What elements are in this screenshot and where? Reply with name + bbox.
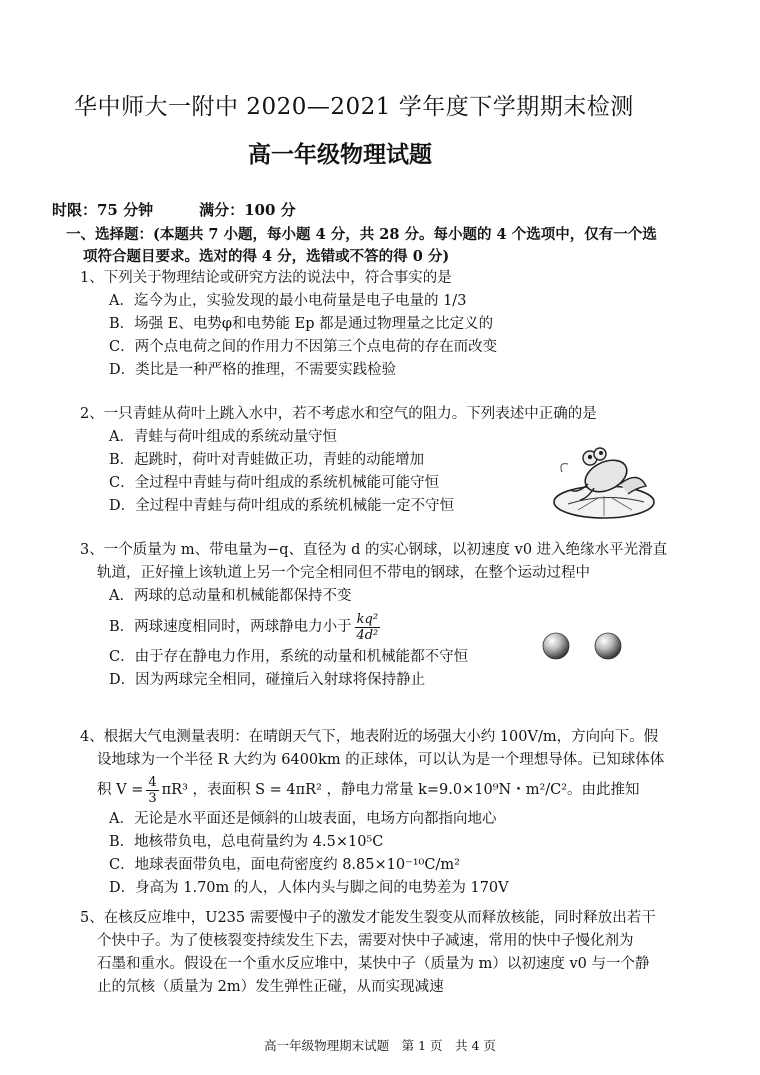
question-3-option-c: C．由于存在静电力作用，系统的动量和机械能都不守恒 [109, 649, 469, 665]
question-3-option-d: D．因为两球完全相同，碰撞后入射球将保持静止 [109, 672, 426, 688]
full-score: 满分：100 分 [199, 201, 296, 219]
question-2-option-d: D．全过程中青蛙与荷叶组成的系统机械能一定不守恒 [109, 498, 455, 514]
question-1-option-c: C．两个点电荷之间的作用力不因第三个点电荷的存在而改变 [109, 339, 498, 355]
fraction-numerator: kq² [356, 611, 379, 627]
question-5-stem-cont-2: 石墨和重水。假设在一个重水反应堆中，某快中子（质量为 m）以初速度 v0 与一个静 [97, 956, 650, 972]
steel-ball-right [595, 633, 621, 659]
question-4-stem: 4、根据大气电测量表明：在晴朗天气下，地表附近的场强大小约 100V/m，方向向下。假 [80, 729, 659, 745]
volume-formula-suffix: πR³ ，表面积 S = 4πR² ，静电力常量 k=9.0×10⁹N・m²/C²。由此推知 [161, 782, 640, 798]
two-steel-balls-illustration [536, 626, 636, 666]
question-1-option-a: A．迄今为止，实验发现的最小电荷量是电子电量的 1/3 [109, 293, 467, 309]
fraction-denominator: 4d² [356, 627, 379, 643]
question-3-stem: 3、一个质量为 m、带电量为−q、直径为 d 的实心钢球，以初速度 v0 进入绝缘水平光滑直 [80, 542, 668, 558]
question-4-option-d: D．身高为 1.70m 的人，人体内头与脚之间的电势差为 170V [109, 880, 509, 896]
time-limit: 时限：75 分钟 [52, 201, 154, 219]
steel-ball-left [543, 633, 569, 659]
question-5-stem: 5、在核反应堆中，U235 需要慢中子的激发才能发生裂变从而释放核能，同时释放出若干 [80, 910, 656, 926]
question-5-stem-cont-1: 个快中子。为了使核裂变持续发生下去，需要对快中子减速，常用的快中子慢化剂为 [97, 933, 634, 949]
question-4-formula-line [80, 772, 692, 808]
volume-fraction [146, 775, 158, 806]
question-2-stem: 2、一只青蛙从荷叶上跳入水中，若不考虑水和空气的阻力。下列表述中正确的是 [80, 406, 597, 422]
question-3 [80, 539, 692, 692]
exam-subtitle: 高一年级物理试题 [248, 141, 432, 168]
question-4-stem-cont: 设地球为一个半径 R 大约为 6400km 的正球体，可以认为是一个理想导体。已知球体体 [97, 752, 665, 768]
question-1-option-d: D．类比是一种严格的推理，不需要实践检验 [109, 362, 397, 378]
question-1-option-b: B．场强 E、电势φ和电势能 Ep 都是通过物理量之比定义的 [109, 316, 494, 332]
question-2-option-c: C．全过程中青蛙与荷叶组成的系统机械能可能守恒 [109, 475, 440, 491]
exam-title: 华中师大一附中 2020—2021 学年度下学期期末检测 [74, 94, 634, 120]
question-3-stem-cont: 轨道，正好撞上该轨道上另一个完全相同但不带电的钢球，在整个运动过程中 [97, 565, 590, 581]
question-2-option-b: B．起跳时，荷叶对青蛙做正功，青蛙的动能增加 [109, 452, 425, 468]
question-2-option-a: A．青蛙与荷叶组成的系统动量守恒 [109, 429, 337, 445]
frog-on-lotus-leaf-illustration [548, 432, 660, 522]
fraction-denominator: 3 [148, 790, 157, 806]
question-5 [80, 907, 692, 999]
fraction-numerator: 4 [148, 774, 157, 790]
question-5-stem-cont-3: 止的氘核（质量为 2m）发生弹性正碰，从而实现减速 [97, 979, 444, 995]
question-1 [80, 267, 692, 382]
page-footer: 高一年级物理期末试题 第 1 页 共 4 页 [264, 1038, 496, 1053]
question-3-option-b-text: B．两球速度相同时，两球静电力小于 [109, 619, 352, 635]
question-4 [80, 726, 692, 900]
section-heading [66, 224, 694, 268]
question-3-option-a: A．两球的总动量和机械能都保持不变 [109, 588, 352, 604]
question-1-stem: 1、下列关于物理结论或研究方法的说法中，符合事实的是 [80, 270, 452, 286]
section-line-2: 项符合题目要求。选对的得 4 分，选错或不答的得 0 分) [83, 248, 450, 265]
question-4-option-c: C．地球表面带负电，面电荷密度约 8.85×10⁻¹⁰C/m² [109, 857, 460, 873]
question-4-option-b: B．地核带负电，总电荷量约为 4.5×10⁵C [109, 834, 384, 850]
exam-meta [52, 199, 296, 220]
coulomb-fraction [355, 612, 380, 643]
section-line-1: 一、选择题：(本题共 7 小题，每小题 4 分，共 28 分。每小题的 4 个选项中，仅有一个选 [66, 226, 657, 243]
volume-formula-prefix: 积 V = [97, 782, 144, 798]
question-4-option-a: A．无论是水平面还是倾斜的山坡表面，电场方向都指向地心 [109, 811, 497, 827]
